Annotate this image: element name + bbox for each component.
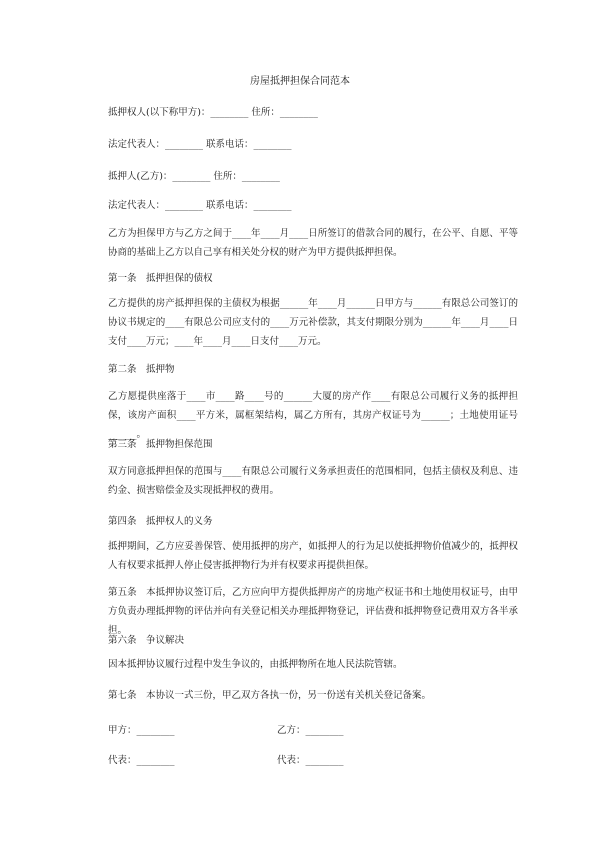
article-7-body: 第七条 本协议一式三份，甲乙双方各执一份，另一份送有关机关登记备案。 xyxy=(108,690,432,701)
article-6-body: 因本抵押协议履行过程中发生争议的，由抵押物所在地人民法院管辖。 xyxy=(108,659,403,670)
mortgagee-representative-line: 法定代表人：________ 联系电话：________ xyxy=(108,139,292,150)
mortgagor-representative-line: 法定代表人：________ 联系电话：________ xyxy=(108,200,292,211)
signature-representative-b: 代表：________ xyxy=(277,755,344,766)
article-3-body: 双方同意抵押担保的范围与____有限总公司履行义务承担责任的范围相同，包括主债权及利息、违约金、损害赔偿金及实现抵押权的费用。 xyxy=(108,466,518,496)
document-title: 房屋抵押担保合同范本 xyxy=(250,76,350,87)
signature-party-a: 甲方：________ xyxy=(108,725,175,736)
mortgagee-line: 抵押权人(以下称甲方)：________ 住所：________ xyxy=(108,107,318,118)
article-5-body: 第五条 本抵押协议签订后，乙方应向甲方提供抵押房产的房地产权证书和土地使用权证号，由甲方负责办理抵押物的评估并向有关登记相关办理抵押物登记，评估费和抵押物登记费用双方各半承担。 xyxy=(108,587,518,636)
article-1-title: 第一条 抵押担保的债权 xyxy=(108,273,213,284)
article-4-body: 抵押期间，乙方应妥善保管、使用抵押的房产，如抵押人的行为足以使抵押物价值减少的，抵押权人有权要求抵押人停止侵害抵押物行为并有权要求再提供担保。 xyxy=(108,541,518,571)
mortgagor-line: 抵押人(乙方)：________ 住所：________ xyxy=(108,171,280,182)
article-2-title: 第二条 抵押物 xyxy=(108,364,175,375)
signature-party-b: 乙方：________ xyxy=(277,725,344,736)
article-2-body: 乙方愿提供座落于____市____路____号的______大厦的房产作____有限总公司履行义务的抵押担保，该房产面积____平方米，属框架结构，属乙方所有，其房产权证号为______；土地使用证号______。 xyxy=(108,391,518,440)
article-1-body: 乙方提供的房产抵押担保的主债权为根据______年____月______日甲方与______有限总公司签订的协议书规定的____有限总公司应支付的____万元补偿款，其支付期限分别为______年____月____日支付____万元；____年____月____日支付____万元。 xyxy=(108,298,518,347)
article-6-title: 第六条 争议解决 xyxy=(108,635,185,646)
intro-paragraph: 乙方为担保甲方与乙方之间于____年____月____日所签订的借款合同的履行，在公平、自愿、平等协商的基础上乙方以自己享有相关处分权的财产为甲方提供抵押担保。 xyxy=(108,228,518,258)
article-3-title: 第三条 抵押物担保范围 xyxy=(108,439,213,450)
article-4-title: 第四条 抵押权人的义务 xyxy=(108,516,213,527)
signature-representative-a: 代表：________ xyxy=(108,755,175,766)
